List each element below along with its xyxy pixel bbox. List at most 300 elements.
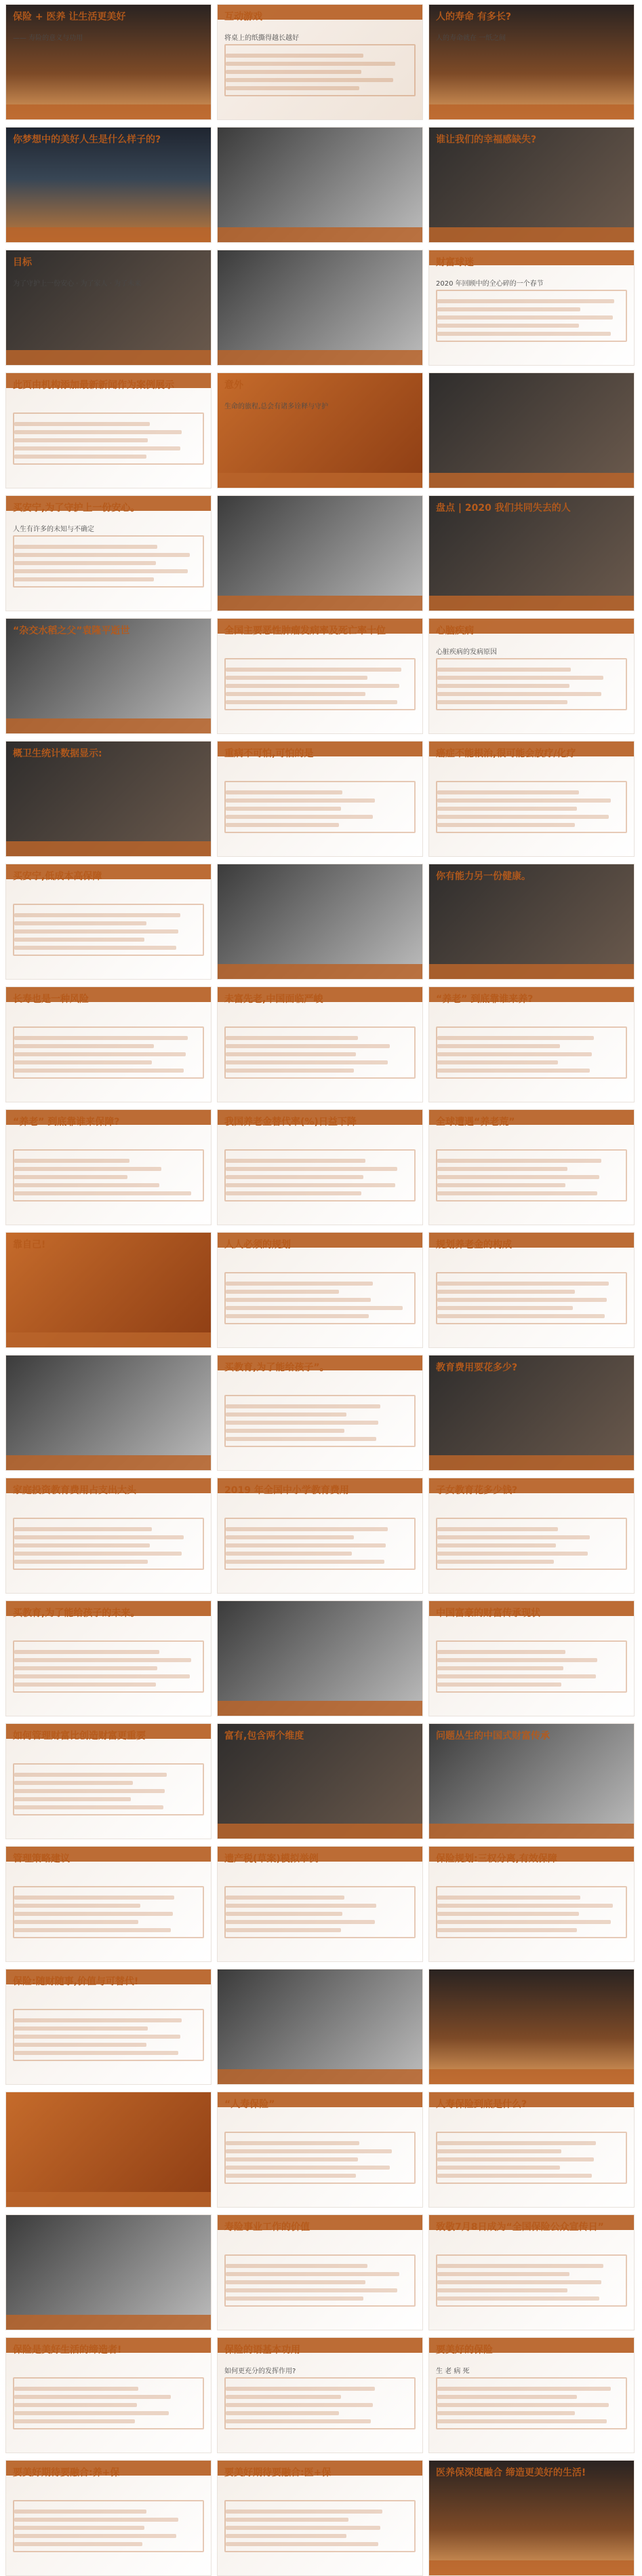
slide-text-line <box>437 1781 605 1785</box>
slide-text-line <box>437 700 567 704</box>
slide-text-line <box>437 2264 603 2268</box>
slide-text-line <box>226 577 390 581</box>
slide-text-lines <box>14 909 203 954</box>
slide-text-line <box>14 1797 131 1801</box>
slide-text-line <box>14 913 180 917</box>
slide-text-line <box>226 422 386 426</box>
slide-text-lines <box>437 1523 626 1568</box>
slide-text-line <box>226 1797 367 1801</box>
slide-tile[interactable] <box>428 2092 635 2208</box>
slide-text-line <box>14 921 146 925</box>
slide-text-line <box>14 2395 171 2399</box>
slide-text-line <box>437 1167 567 1171</box>
slide-text-lines <box>437 786 626 831</box>
slide-text-line <box>226 1306 403 1310</box>
slide-text-line <box>14 2043 146 2047</box>
slide-tile[interactable] <box>5 1600 212 1716</box>
slide-text-line <box>14 201 165 205</box>
slide-text-line <box>14 1560 148 1564</box>
slide-title: 买安宁,为了守护上一份安心。 <box>13 503 140 514</box>
slide-text-line <box>14 2026 148 2031</box>
slide-text-line <box>14 1282 137 1286</box>
slide-title: 靠自己! <box>13 1239 46 1250</box>
slide-tile[interactable] <box>217 741 423 857</box>
slide-text-line <box>226 1658 361 1662</box>
slide-text-line <box>226 2403 373 2407</box>
slide-subtitle: 2020 年回顾中的全心碎的一个春节 <box>436 280 544 288</box>
slide-text-line <box>226 2534 346 2538</box>
slide-text-line <box>14 1429 174 1433</box>
slide-tile[interactable] <box>428 1232 635 1348</box>
slide-text-lines <box>437 2383 626 2427</box>
slide-bottom-bar <box>429 104 634 119</box>
slide-bottom-bar <box>6 350 211 365</box>
slide-text-line <box>437 2296 599 2301</box>
slide-text-line <box>14 2157 188 2161</box>
slide-bottom-bar <box>6 104 211 119</box>
slide-bottom-bar <box>6 2315 211 2330</box>
slide-text-line <box>437 1298 607 1302</box>
slide-text-line <box>226 569 358 573</box>
slide-text-line <box>437 1650 565 1654</box>
slide-text-line <box>226 2387 375 2391</box>
slide-text-line <box>226 2043 382 2047</box>
slide-text-line <box>226 2141 359 2145</box>
slide-text-line <box>226 438 384 442</box>
slide-text-line <box>226 1183 395 1187</box>
slide-text-line <box>226 307 344 311</box>
slide-tile[interactable] <box>5 4 212 120</box>
slide-text-line <box>437 1282 609 1286</box>
slide-tile[interactable] <box>217 495 423 611</box>
slide-bottom-bar <box>218 227 422 242</box>
slide-text-line <box>14 54 127 58</box>
slide-text-line <box>14 2264 131 2268</box>
slide-text-line <box>226 176 371 180</box>
slide-tile[interactable] <box>5 618 212 734</box>
slide-title: 你梦想中的美好人生是什么样子的? <box>13 134 161 145</box>
slide-text-line <box>14 1191 191 1195</box>
slide-text-line <box>437 1904 613 1908</box>
slide-tile[interactable] <box>217 618 423 734</box>
slide-text-line <box>14 1175 127 1179</box>
slide-tile[interactable] <box>217 372 423 488</box>
slide-title: 保险是美好生活的缔造者! <box>13 2345 122 2356</box>
slide-tile[interactable] <box>5 372 212 488</box>
slide-text-line <box>226 2157 358 2161</box>
slide-text-line <box>437 815 609 819</box>
slide-subtitle: 人的寿命就在 一纸之间 <box>436 35 506 42</box>
slide-text-line <box>14 2411 169 2415</box>
slide-tile[interactable] <box>5 864 212 980</box>
slide-text-line <box>437 1175 599 1179</box>
slide-text-line <box>437 1069 590 1073</box>
slide-subtitle: 生命的旅程,总会有诸多诠释与守护 <box>224 403 329 410</box>
slide-text-line <box>226 78 393 82</box>
slide-tile[interactable] <box>217 127 423 243</box>
slide-text-line <box>14 1404 144 1408</box>
slide-text-line <box>226 1896 344 1900</box>
slide-title: 财富球迷 <box>436 257 474 268</box>
slide-text-line <box>226 324 342 328</box>
slide-bottom-bar <box>429 227 634 242</box>
slide-text-line <box>14 2272 163 2276</box>
slide-title: 寿险事业工作的价值 <box>224 2222 310 2233</box>
slide-tile[interactable] <box>5 2214 212 2330</box>
slide-text-line <box>437 62 565 66</box>
slide-text-line <box>226 1036 358 1040</box>
slide-text-line <box>226 2510 382 2514</box>
slide-text-line <box>226 938 380 942</box>
slide-text-line <box>14 1298 135 1302</box>
slide-text-line <box>437 929 584 934</box>
slide-text-line <box>226 1650 395 1654</box>
slide-text-line <box>14 684 163 688</box>
slide-tile[interactable] <box>428 250 635 366</box>
slide-text-line <box>226 1044 390 1048</box>
slide-title: 教育费用要花多少? <box>436 1362 518 1373</box>
slide-text-line <box>14 946 176 950</box>
slide-title: 致敬7月8日成为“全国保险公众宣传日” <box>436 2222 604 2233</box>
slide-tile[interactable] <box>217 864 423 980</box>
slide-tile[interactable] <box>428 4 635 120</box>
slide-subtitle: —— 寿险的意义与功用 <box>13 35 83 42</box>
slide-subtitle: 为了守护上一份安心 · 为了家人 · 为了未来 <box>13 280 142 288</box>
slide-tile[interactable] <box>5 2092 212 2208</box>
slide-text-line <box>226 1159 365 1163</box>
slide-text-line <box>14 1781 133 1785</box>
slide-subtitle: 如何更充分的发挥作用? <box>224 2368 296 2375</box>
slide-title: 未富先老,中国面临严峻 <box>224 994 323 1005</box>
slide-title: 家庭投资教育费用占支出大头 <box>13 1485 136 1496</box>
slide-tile[interactable] <box>428 2337 635 2453</box>
slide-tile[interactable] <box>5 1723 212 1839</box>
slide-text-line <box>14 1421 142 1425</box>
slide-tile[interactable] <box>428 1846 635 1962</box>
slide-text-line <box>226 1912 342 1916</box>
slide-tile[interactable] <box>217 1846 423 1962</box>
slide-text-line <box>226 1666 393 1670</box>
slide-text-line <box>437 921 553 925</box>
slide-title: 买教育,为了能给孩子”。 <box>224 1362 329 1373</box>
slide-text-line <box>226 62 395 66</box>
slide-title: 中国富豪的财富传承现状 <box>436 1608 540 1619</box>
slide-text-line <box>226 913 350 917</box>
slide-bottom-bar <box>6 718 211 733</box>
slide-title: 医养保深度融合 缔造更美好的生活! <box>436 2467 586 2478</box>
slide-tile[interactable] <box>217 1723 423 1839</box>
slide-text-line <box>437 422 556 426</box>
slide-text-line <box>437 1191 597 1195</box>
slide-tile[interactable] <box>5 1232 212 1348</box>
slide-text-line <box>14 807 171 811</box>
slide-tile[interactable] <box>5 986 212 1102</box>
slide-text-line <box>437 1658 597 1662</box>
slide-text-line <box>437 1404 550 1408</box>
slide-text-line <box>437 2542 614 2546</box>
slide-title: 此页由机构添加最新新闻作为案例展示 <box>13 380 174 391</box>
slide-text-line <box>226 692 365 696</box>
slide-text-line <box>226 2288 397 2292</box>
slide-text-line <box>226 2174 356 2178</box>
slide-tile[interactable] <box>217 2092 423 2208</box>
slide-text-line <box>437 668 571 672</box>
slide-tile[interactable] <box>428 618 635 734</box>
slide-title: 重病不可怕,可怕的是 <box>224 748 314 759</box>
slide-tile[interactable] <box>428 741 635 857</box>
slide-text-line <box>437 2411 575 2415</box>
slide-text-line <box>226 1773 403 1777</box>
slide-text-line <box>437 569 594 573</box>
slide-subtitle: 心脏疾病的发病原因 <box>436 649 497 656</box>
slide-bottom-bar <box>429 2560 634 2575</box>
slide-title: 买教育,为了能给孩子的未来。 <box>13 1608 140 1619</box>
slide-text-line <box>14 1896 174 1900</box>
slide-text-line <box>437 446 586 450</box>
slide-text-line <box>14 1904 140 1908</box>
slide-tile[interactable] <box>5 2337 212 2453</box>
slide-text-line <box>437 2026 554 2031</box>
slide-text-lines <box>437 664 626 708</box>
slide-text-line <box>226 815 373 819</box>
slide-text-line <box>14 1928 171 1932</box>
slide-tile[interactable] <box>5 1109 212 1225</box>
slide-text-lines <box>14 541 203 585</box>
slide-tile[interactable] <box>428 1723 635 1839</box>
slide-tile[interactable] <box>428 1109 635 1225</box>
slide-title: 盘点 | 2020 我们共同失去的人 <box>436 503 571 514</box>
slide-tile[interactable] <box>428 372 635 488</box>
slide-title: 保险的语基本功用 <box>224 2345 300 2356</box>
slide-tile[interactable] <box>428 495 635 611</box>
slide-text-line <box>14 1805 163 1809</box>
slide-text-line <box>226 1920 375 1924</box>
slide-text-line <box>437 193 605 197</box>
slide-text-line <box>14 1069 184 1073</box>
slide-text-line <box>437 2174 592 2178</box>
slide-text-line <box>437 1412 582 1417</box>
slide-title: 你有能力另一份健康。 <box>436 871 531 882</box>
slide-text-line <box>437 1036 594 1040</box>
slide-tile[interactable] <box>217 1478 423 1594</box>
slide-tile[interactable] <box>217 986 423 1102</box>
slide-title: 全国主要恶性肿瘤发病率及死亡率十位 <box>224 626 386 636</box>
slide-text-line <box>437 1805 569 1809</box>
slide-text-line <box>14 1044 154 1048</box>
slide-tile[interactable] <box>5 2460 212 2576</box>
slide-text-line <box>14 2518 178 2522</box>
slide-title: 癌症不能根治,很可能会放疗/化疗 <box>436 748 576 759</box>
slide-text-line <box>437 54 599 58</box>
slide-text-line <box>14 86 190 90</box>
slide-text-line <box>14 2051 178 2055</box>
slide-title: 保险 + 医养 让生活更美好 <box>13 12 126 22</box>
slide-text-lines <box>14 1891 203 1936</box>
slide-text-line <box>437 176 607 180</box>
slide-tile[interactable] <box>217 1969 423 2085</box>
slide-text-line <box>14 561 156 565</box>
slide-tile[interactable] <box>428 1355 635 1471</box>
slide-tile[interactable] <box>217 2214 423 2330</box>
slide-text-line <box>226 2411 339 2415</box>
slide-text-line <box>437 1290 575 1294</box>
slide-text-line <box>14 1437 140 1441</box>
slide-text-line <box>437 455 553 459</box>
slide-text-line <box>437 2141 596 2145</box>
slide-text-line <box>437 561 561 565</box>
slide-tile[interactable] <box>217 250 423 366</box>
slide-subtitle: 人生有许多的未知与不确定 <box>13 526 94 533</box>
slide-tile[interactable] <box>217 1109 423 1225</box>
slide-text-line <box>226 1069 354 1073</box>
slide-text-line <box>226 1904 376 1908</box>
slide-text-line <box>437 201 571 205</box>
slide-title: 2019 年全国中小学教育费用 <box>224 1485 349 1496</box>
slide-text-line <box>226 201 401 205</box>
slide-tile[interactable] <box>428 1600 635 1716</box>
slide-text-line <box>226 823 339 827</box>
slide-title: “养老” 到底靠谁来养? <box>436 994 534 1005</box>
slide-text-line <box>437 324 579 328</box>
slide-text-line <box>14 815 137 819</box>
slide-text-line <box>14 299 142 303</box>
slide-tile[interactable] <box>5 127 212 243</box>
slide-text-line <box>14 1789 165 1793</box>
slide-tile[interactable] <box>428 2214 635 2330</box>
slide-tile[interactable] <box>5 741 212 857</box>
slide-tile[interactable] <box>428 1969 635 2085</box>
slide-text-line <box>437 2510 553 2514</box>
slide-text-line <box>226 1052 356 1056</box>
slide-text-line <box>226 1781 369 1785</box>
slide-title: “杂交水稻之父”袁隆平逝世 <box>13 626 130 636</box>
slide-text-lines <box>226 2505 414 2550</box>
slide-text-line <box>437 2272 569 2276</box>
slide-tile[interactable] <box>217 4 423 120</box>
slide-bottom-bar <box>429 1824 634 1839</box>
slide-text-line <box>437 2051 584 2055</box>
slide-tile[interactable] <box>5 1355 212 1471</box>
slide-text-line <box>437 1183 565 1187</box>
slide-text-line <box>437 1912 579 1916</box>
slide-text-line <box>437 807 577 811</box>
slide-tile[interactable] <box>5 250 212 366</box>
slide-text-lines <box>226 1400 414 1445</box>
slide-text-line <box>14 1052 186 1056</box>
slide-text-lines <box>437 1277 626 1322</box>
slide-subtitle: 生 老 病 死 <box>436 2368 470 2375</box>
slide-text-line <box>437 1928 577 1932</box>
slide-text-line <box>14 1683 156 1687</box>
slide-tile[interactable] <box>5 495 212 611</box>
slide-bottom-bar <box>429 2069 634 2084</box>
slide-text-line <box>226 332 375 336</box>
slide-text-line <box>437 1306 573 1310</box>
slide-text-line <box>437 2526 550 2530</box>
slide-tile[interactable] <box>5 1846 212 1962</box>
slide-text-line <box>226 2526 380 2530</box>
slide-bottom-bar <box>218 964 422 979</box>
slide-tile[interactable] <box>217 2337 423 2453</box>
slide-tile[interactable] <box>217 1355 423 1471</box>
slide-tile[interactable] <box>5 1969 212 2085</box>
slide-title: 长寿也是一种风险 <box>13 994 89 1005</box>
slide-tile[interactable] <box>217 1600 423 1716</box>
slide-text-line <box>226 455 382 459</box>
slide-text-line <box>226 70 361 74</box>
slide-text-line <box>437 2043 553 2047</box>
slide-text-line <box>226 430 352 434</box>
slide-text-line <box>14 2387 138 2391</box>
slide-text-line <box>226 2518 348 2522</box>
slide-tile[interactable] <box>428 127 635 243</box>
slide-tile[interactable] <box>217 1232 423 1348</box>
slide-text-line <box>14 692 129 696</box>
slide-bottom-bar <box>218 1701 422 1716</box>
slide-text-lines <box>437 295 626 340</box>
slide-text-lines <box>14 1523 203 1568</box>
slide-text-line <box>226 2149 392 2153</box>
slide-title: 心脑疾病 <box>436 626 474 636</box>
slide-text-line <box>437 790 579 794</box>
slide-text-lines <box>14 1032 203 1077</box>
slide-text-line <box>226 921 382 925</box>
slide-text-line <box>437 692 601 696</box>
slide-text-line <box>14 438 148 442</box>
slide-text-line <box>437 1773 573 1777</box>
slide-text-line <box>437 2534 582 2538</box>
slide-tile[interactable] <box>428 864 635 980</box>
slide-text-line <box>226 185 403 189</box>
slide-text-line <box>226 299 378 303</box>
slide-title: 人寿保险到底是什么? <box>436 2099 527 2110</box>
slide-tile[interactable] <box>428 986 635 1102</box>
slide-text-line <box>14 1552 182 1556</box>
slide-bottom-bar <box>429 964 634 979</box>
slide-text-line <box>437 1060 558 1064</box>
slide-title: 保险:随财随事,价值与可替代! <box>13 1976 139 1987</box>
slide-text-line <box>437 1429 580 1433</box>
slide-tile[interactable] <box>5 1478 212 1594</box>
slide-text-line <box>226 1060 388 1064</box>
slide-tile[interactable] <box>217 2460 423 2576</box>
slide-text-line <box>226 1290 339 1294</box>
slide-tile[interactable] <box>428 1478 635 1594</box>
slide-text-line <box>437 315 613 320</box>
slide-tile[interactable] <box>428 2460 635 2576</box>
slide-bottom-bar <box>218 2069 422 2084</box>
slide-text-line <box>226 2395 341 2399</box>
slide-text-line <box>14 2141 190 2145</box>
slide-bottom-bar <box>6 227 211 242</box>
slide-text-line <box>226 2035 350 2039</box>
slide-text-line <box>14 1167 161 1171</box>
slide-title: 谁让我们的幸福感缺失? <box>436 134 537 145</box>
slide-text-lines <box>226 2137 414 2182</box>
slide-text-line <box>437 78 563 82</box>
slide-text-line <box>226 1175 363 1179</box>
slide-text-line <box>226 668 401 672</box>
slide-text-line <box>437 553 596 557</box>
slide-text-line <box>226 1314 369 1318</box>
slide-text-line <box>14 324 173 328</box>
slide-text-line <box>14 1773 167 1777</box>
slide-text-line <box>14 1290 169 1294</box>
slide-title: 我国养老金替代率(%)日益下降 <box>224 1117 357 1128</box>
slide-text-lines <box>437 1646 626 1691</box>
slide-text-line <box>226 193 369 197</box>
slide-text-line <box>14 2174 186 2178</box>
